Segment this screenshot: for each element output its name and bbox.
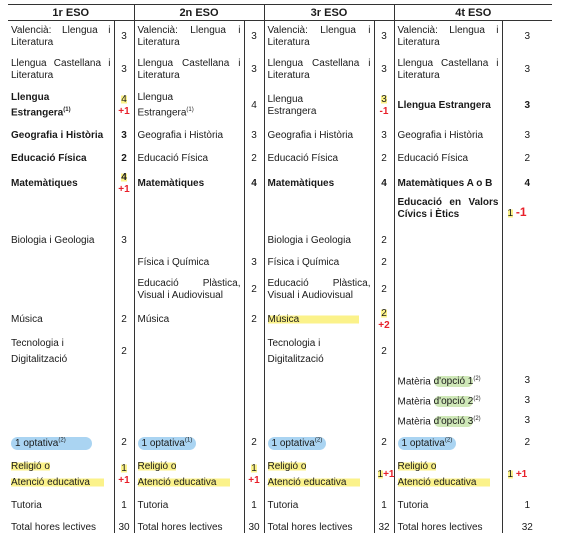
row-fisica-quimica bbox=[8, 253, 552, 273]
subject-cell: Matèria d'opció 2$^{(2)}$ bbox=[394, 391, 502, 411]
subject-cell: Llengua Estrangera$^{(1)}$ bbox=[134, 87, 244, 125]
row-geografia bbox=[8, 125, 552, 147]
hours-cell: 1 bbox=[114, 495, 134, 517]
hours-cell: 3 bbox=[114, 21, 134, 53]
hours-cell: 1 -1 bbox=[502, 197, 552, 229]
subject-cell: Llengua Castellana i Literatura bbox=[11, 57, 111, 81]
hours-cell: 3 bbox=[502, 125, 552, 147]
hours-cell: 2 bbox=[374, 431, 394, 455]
subject-cell: Religió o Atenció educativa bbox=[264, 455, 374, 495]
hours-cell: 3 bbox=[502, 411, 552, 431]
row-musica bbox=[8, 307, 552, 333]
row-biologia bbox=[8, 229, 552, 253]
hours-cell: 3 bbox=[244, 53, 264, 87]
header-4t-eso: 4t ESO bbox=[394, 5, 552, 21]
row-religio bbox=[8, 455, 552, 495]
hours-cell: 2 bbox=[114, 147, 134, 171]
row-castellana bbox=[8, 53, 552, 87]
subject-cell: Tutoria bbox=[134, 495, 244, 517]
hours-cell: 3 bbox=[502, 21, 552, 53]
subject-cell: Total hores lectives bbox=[264, 517, 374, 533]
hours-cell: 4 bbox=[244, 87, 264, 125]
subject-cell: Geografia i Història bbox=[11, 129, 104, 141]
subject-cell: Matemàtiques bbox=[264, 171, 374, 197]
hours-cell: 1 bbox=[244, 495, 264, 517]
hours-cell: 32 bbox=[502, 517, 552, 533]
header-row bbox=[8, 5, 552, 21]
subject-cell: Geografia i Història bbox=[134, 125, 244, 147]
hours-cell: 2 bbox=[114, 333, 134, 371]
subject-cell: 1 optativa$^{(2)}$ bbox=[8, 431, 114, 455]
subject-cell: Biologia i Geologia bbox=[264, 229, 374, 253]
subject-cell: Valencià: Llengua i Literatura bbox=[264, 21, 374, 53]
hours-cell: 4 bbox=[244, 171, 264, 197]
hours-cell: 3 -1 bbox=[374, 87, 394, 125]
subject-cell: Llengua Estrangera$^{(1)}$ bbox=[11, 91, 71, 119]
row-estrangera bbox=[8, 87, 552, 125]
subject-cell: Matèria d'opció 1$^{(2)}$ bbox=[394, 371, 502, 391]
subject-cell: Educació Física bbox=[394, 147, 502, 171]
hours-cell: 2 bbox=[114, 431, 134, 455]
hours-cell: 30 bbox=[114, 517, 134, 533]
header-1r-eso: 1r ESO bbox=[8, 5, 134, 21]
subject-cell: Matèria d'opció 3$^{(2)}$ bbox=[394, 411, 502, 431]
subject-cell: Geografia i Història bbox=[264, 125, 374, 147]
subject-cell: 1 optativa$^{(2)}$ bbox=[264, 431, 374, 455]
row-tecnologia bbox=[8, 333, 552, 371]
subject-cell: Educació en Valors Cívics i Ètics bbox=[394, 197, 502, 229]
hours-cell: 3 bbox=[374, 21, 394, 53]
subject-cell: Tutoria bbox=[264, 495, 374, 517]
hours-cell: 30 bbox=[244, 517, 264, 533]
header-3r-eso: 3r ESO bbox=[264, 5, 394, 21]
annotation-plus1: +1 bbox=[118, 474, 130, 486]
hours-cell: 3 bbox=[114, 125, 134, 147]
subject-cell: Educació Física bbox=[134, 147, 244, 171]
subject-cell: Física i Química bbox=[264, 253, 374, 273]
subject-cell: Matemàtiques bbox=[134, 171, 244, 197]
hours-cell: 2 +2 bbox=[374, 307, 394, 333]
annotation-plus1: +1 bbox=[118, 183, 130, 195]
hours-cell: 1 bbox=[502, 495, 552, 517]
hours-cell: 3 bbox=[502, 87, 552, 125]
hours-cell: 1 +1 bbox=[502, 455, 552, 495]
annotation-plus1: +1 bbox=[248, 474, 260, 486]
hours-cell: 3 bbox=[244, 125, 264, 147]
hours-cell: 3 bbox=[374, 125, 394, 147]
subject-cell: Educació Física bbox=[264, 147, 374, 171]
subject-cell: Tecnologia i Digitalització bbox=[264, 333, 374, 371]
hours-cell: 3 bbox=[114, 53, 134, 87]
hours-cell: 1 +1 bbox=[244, 455, 264, 495]
hours-cell: 2 bbox=[244, 273, 264, 307]
row-tutoria bbox=[8, 495, 552, 517]
row-opcio-1 bbox=[8, 371, 552, 391]
hours-cell: 2 bbox=[502, 431, 552, 455]
hours-cell: 1 bbox=[374, 495, 394, 517]
hours-cell: 2 bbox=[244, 147, 264, 171]
row-optativa bbox=[8, 431, 552, 455]
subject-cell: 1 optativa$^{(2)}$ bbox=[394, 431, 502, 455]
annotation-plus1: +1 bbox=[118, 105, 130, 117]
hours-cell: 32 bbox=[374, 517, 394, 533]
subject-cell: Llengua Castellana i Literatura bbox=[134, 53, 244, 87]
hours-cell: 2 bbox=[374, 229, 394, 253]
hours-cell: 2 bbox=[374, 253, 394, 273]
subject-cell: Música bbox=[264, 307, 374, 333]
hours-cell: 3 bbox=[114, 229, 134, 253]
hours-cell: 2 bbox=[374, 147, 394, 171]
subject-cell: Religió o Atenció educativa bbox=[8, 455, 114, 495]
hours-cell: 4 +1 bbox=[114, 87, 134, 125]
hours-cell: 3 bbox=[502, 391, 552, 411]
annotation-plus1: +1 bbox=[383, 468, 395, 480]
subject-cell: Llengua Estrangera bbox=[264, 87, 374, 125]
row-matematiques bbox=[8, 171, 552, 197]
hours-cell: 3 bbox=[244, 21, 264, 53]
schedule-table bbox=[8, 4, 552, 533]
hours-cell: 4 +1 bbox=[114, 171, 134, 197]
subject-cell: Total hores lectives bbox=[394, 517, 502, 533]
row-opcio-3 bbox=[8, 411, 552, 431]
subject-cell: Música bbox=[134, 307, 244, 333]
subject-cell: Tutoria bbox=[394, 495, 502, 517]
annotation-minus1: -1 bbox=[379, 105, 389, 117]
hours-cell: 2 bbox=[244, 431, 264, 455]
hours-cell: 2 bbox=[244, 307, 264, 333]
row-educacio-fisica bbox=[8, 147, 552, 171]
hours-cell: 3 bbox=[502, 371, 552, 391]
header-2n-eso: 2n ESO bbox=[134, 5, 264, 21]
subject-cell: Total hores lectives bbox=[134, 517, 244, 533]
subject-cell: Religió o Atenció educativa bbox=[394, 455, 502, 495]
hours-cell: 2 bbox=[374, 273, 394, 307]
subject-cell: Geografia i Història bbox=[394, 125, 502, 147]
subject-cell: Música bbox=[11, 313, 43, 325]
hours-cell: 3 bbox=[502, 53, 552, 87]
subject-cell: Religió o Atenció educativa bbox=[134, 455, 244, 495]
hours-cell: 1+1 bbox=[374, 455, 394, 495]
subject-cell: Matemàtiques A o B bbox=[394, 171, 502, 197]
subject-cell: Biologia i Geologia bbox=[11, 234, 95, 246]
hours-cell: 3 bbox=[244, 253, 264, 273]
subject-cell: Valencià: Llengua i Literatura bbox=[11, 24, 111, 48]
subject-cell: 1 optativa$^{(1)}$ bbox=[134, 431, 244, 455]
row-valencia bbox=[8, 21, 552, 53]
row-opcio-2 bbox=[8, 391, 552, 411]
subject-cell: Tecnologia i Digitalització bbox=[11, 337, 68, 365]
hours-cell: 4 bbox=[374, 171, 394, 197]
subject-cell: Educació Plàstica, Visual i Audiovisual bbox=[134, 273, 244, 307]
annotation-minus1: -1 bbox=[515, 204, 527, 219]
hours-cell: 2 bbox=[502, 147, 552, 171]
subject-cell: Educació Plàstica, Visual i Audiovisual bbox=[264, 273, 374, 307]
annotation-plus2: +2 bbox=[378, 319, 390, 331]
subject-cell: Matemàtiques bbox=[11, 177, 78, 189]
subject-cell: Tutoria bbox=[11, 499, 42, 511]
hours-cell: 2 bbox=[114, 307, 134, 333]
row-total bbox=[8, 517, 552, 533]
subject-cell: Llengua Castellana i Literatura bbox=[394, 53, 502, 87]
hours-cell: 2 bbox=[374, 333, 394, 371]
subject-cell: Valencià: Llengua i Literatura bbox=[134, 21, 244, 53]
subject-cell: Física i Química bbox=[134, 253, 244, 273]
hours-cell: 4 bbox=[502, 171, 552, 197]
hours-cell: 1 +1 bbox=[114, 455, 134, 495]
subject-cell: Educació Física bbox=[11, 152, 87, 164]
row-valors bbox=[8, 197, 552, 229]
subject-cell: Llengua Estrangera bbox=[394, 87, 502, 125]
annotation-plus1: +1 bbox=[515, 468, 528, 480]
subject-cell: Total hores lectives bbox=[11, 521, 97, 533]
row-plastica bbox=[8, 273, 552, 307]
subject-cell: Llengua Castellana i Literatura bbox=[264, 53, 374, 87]
hours-cell: 3 bbox=[374, 53, 394, 87]
subject-cell: Valencià: Llengua i Literatura bbox=[394, 21, 502, 53]
